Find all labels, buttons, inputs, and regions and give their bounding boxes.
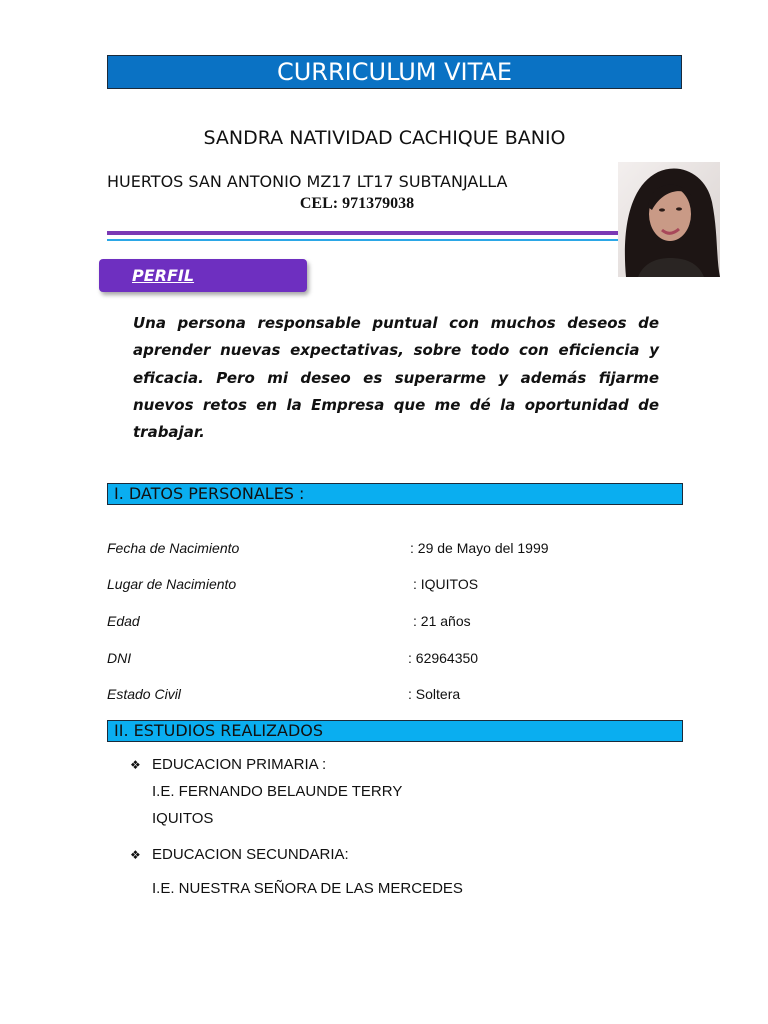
value-dni: : 62964350 xyxy=(408,650,479,666)
value-edad: : 21 años xyxy=(413,613,471,629)
study-primary-school: I.E. FERNANDO BELAUNDE TERRY xyxy=(152,783,403,800)
divider-purple xyxy=(107,231,619,235)
perfil-heading-box xyxy=(99,259,307,292)
document-title: CURRICULUM VITAE xyxy=(107,55,682,89)
label-edad: Edad xyxy=(107,613,140,629)
portrait-image xyxy=(618,162,720,277)
section-estudios: II. ESTUDIOS REALIZADOS xyxy=(107,720,683,742)
value-fecha-nacimiento: : 29 de Mayo del 1999 xyxy=(410,540,549,556)
section-datos-personales: I. DATOS PERSONALES : xyxy=(107,483,683,505)
label-estado-civil: Estado Civil xyxy=(107,686,181,702)
value-estado-civil: : Soltera xyxy=(408,686,461,702)
value-lugar-nacimiento: : IQUITOS xyxy=(413,576,479,592)
label-dni: DNI xyxy=(107,650,132,666)
phone: CEL: 971379038 xyxy=(299,195,415,212)
study-secondary-school: I.E. NUESTRA SEÑORA DE LAS MERCEDES xyxy=(152,880,463,897)
divider-blue xyxy=(107,239,619,241)
label-fecha-nacimiento: Fecha de Nacimiento xyxy=(107,540,240,556)
perfil-heading: PERFIL xyxy=(132,266,195,285)
profile-paragraph: Una persona responsable puntual con muchos deseos de aprender nuevas expectativas, sobre todo con eficiencia y eficacia. Pero mi deseo es superarme y además fijarme nuevos retos en la Empresa que me dé la oportunidad de trabajar. xyxy=(133,314,659,442)
diamond-bullet-icon: ❖ xyxy=(130,848,141,862)
candidate-name: SANDRA NATIVIDAD CACHIQUE BANIO xyxy=(203,127,566,149)
study-secondary-level: EDUCACION SECUNDARIA: xyxy=(152,846,349,863)
study-primary-city: IQUITOS xyxy=(152,810,214,827)
address: HUERTOS SAN ANTONIO MZ17 LT17 SUBTANJALLA xyxy=(107,172,508,191)
study-primary-level: EDUCACION PRIMARIA : xyxy=(152,756,327,773)
label-lugar-nacimiento: Lugar de Nacimiento xyxy=(107,576,237,592)
profile-photo xyxy=(618,162,720,277)
diamond-bullet-icon: ❖ xyxy=(130,758,141,772)
